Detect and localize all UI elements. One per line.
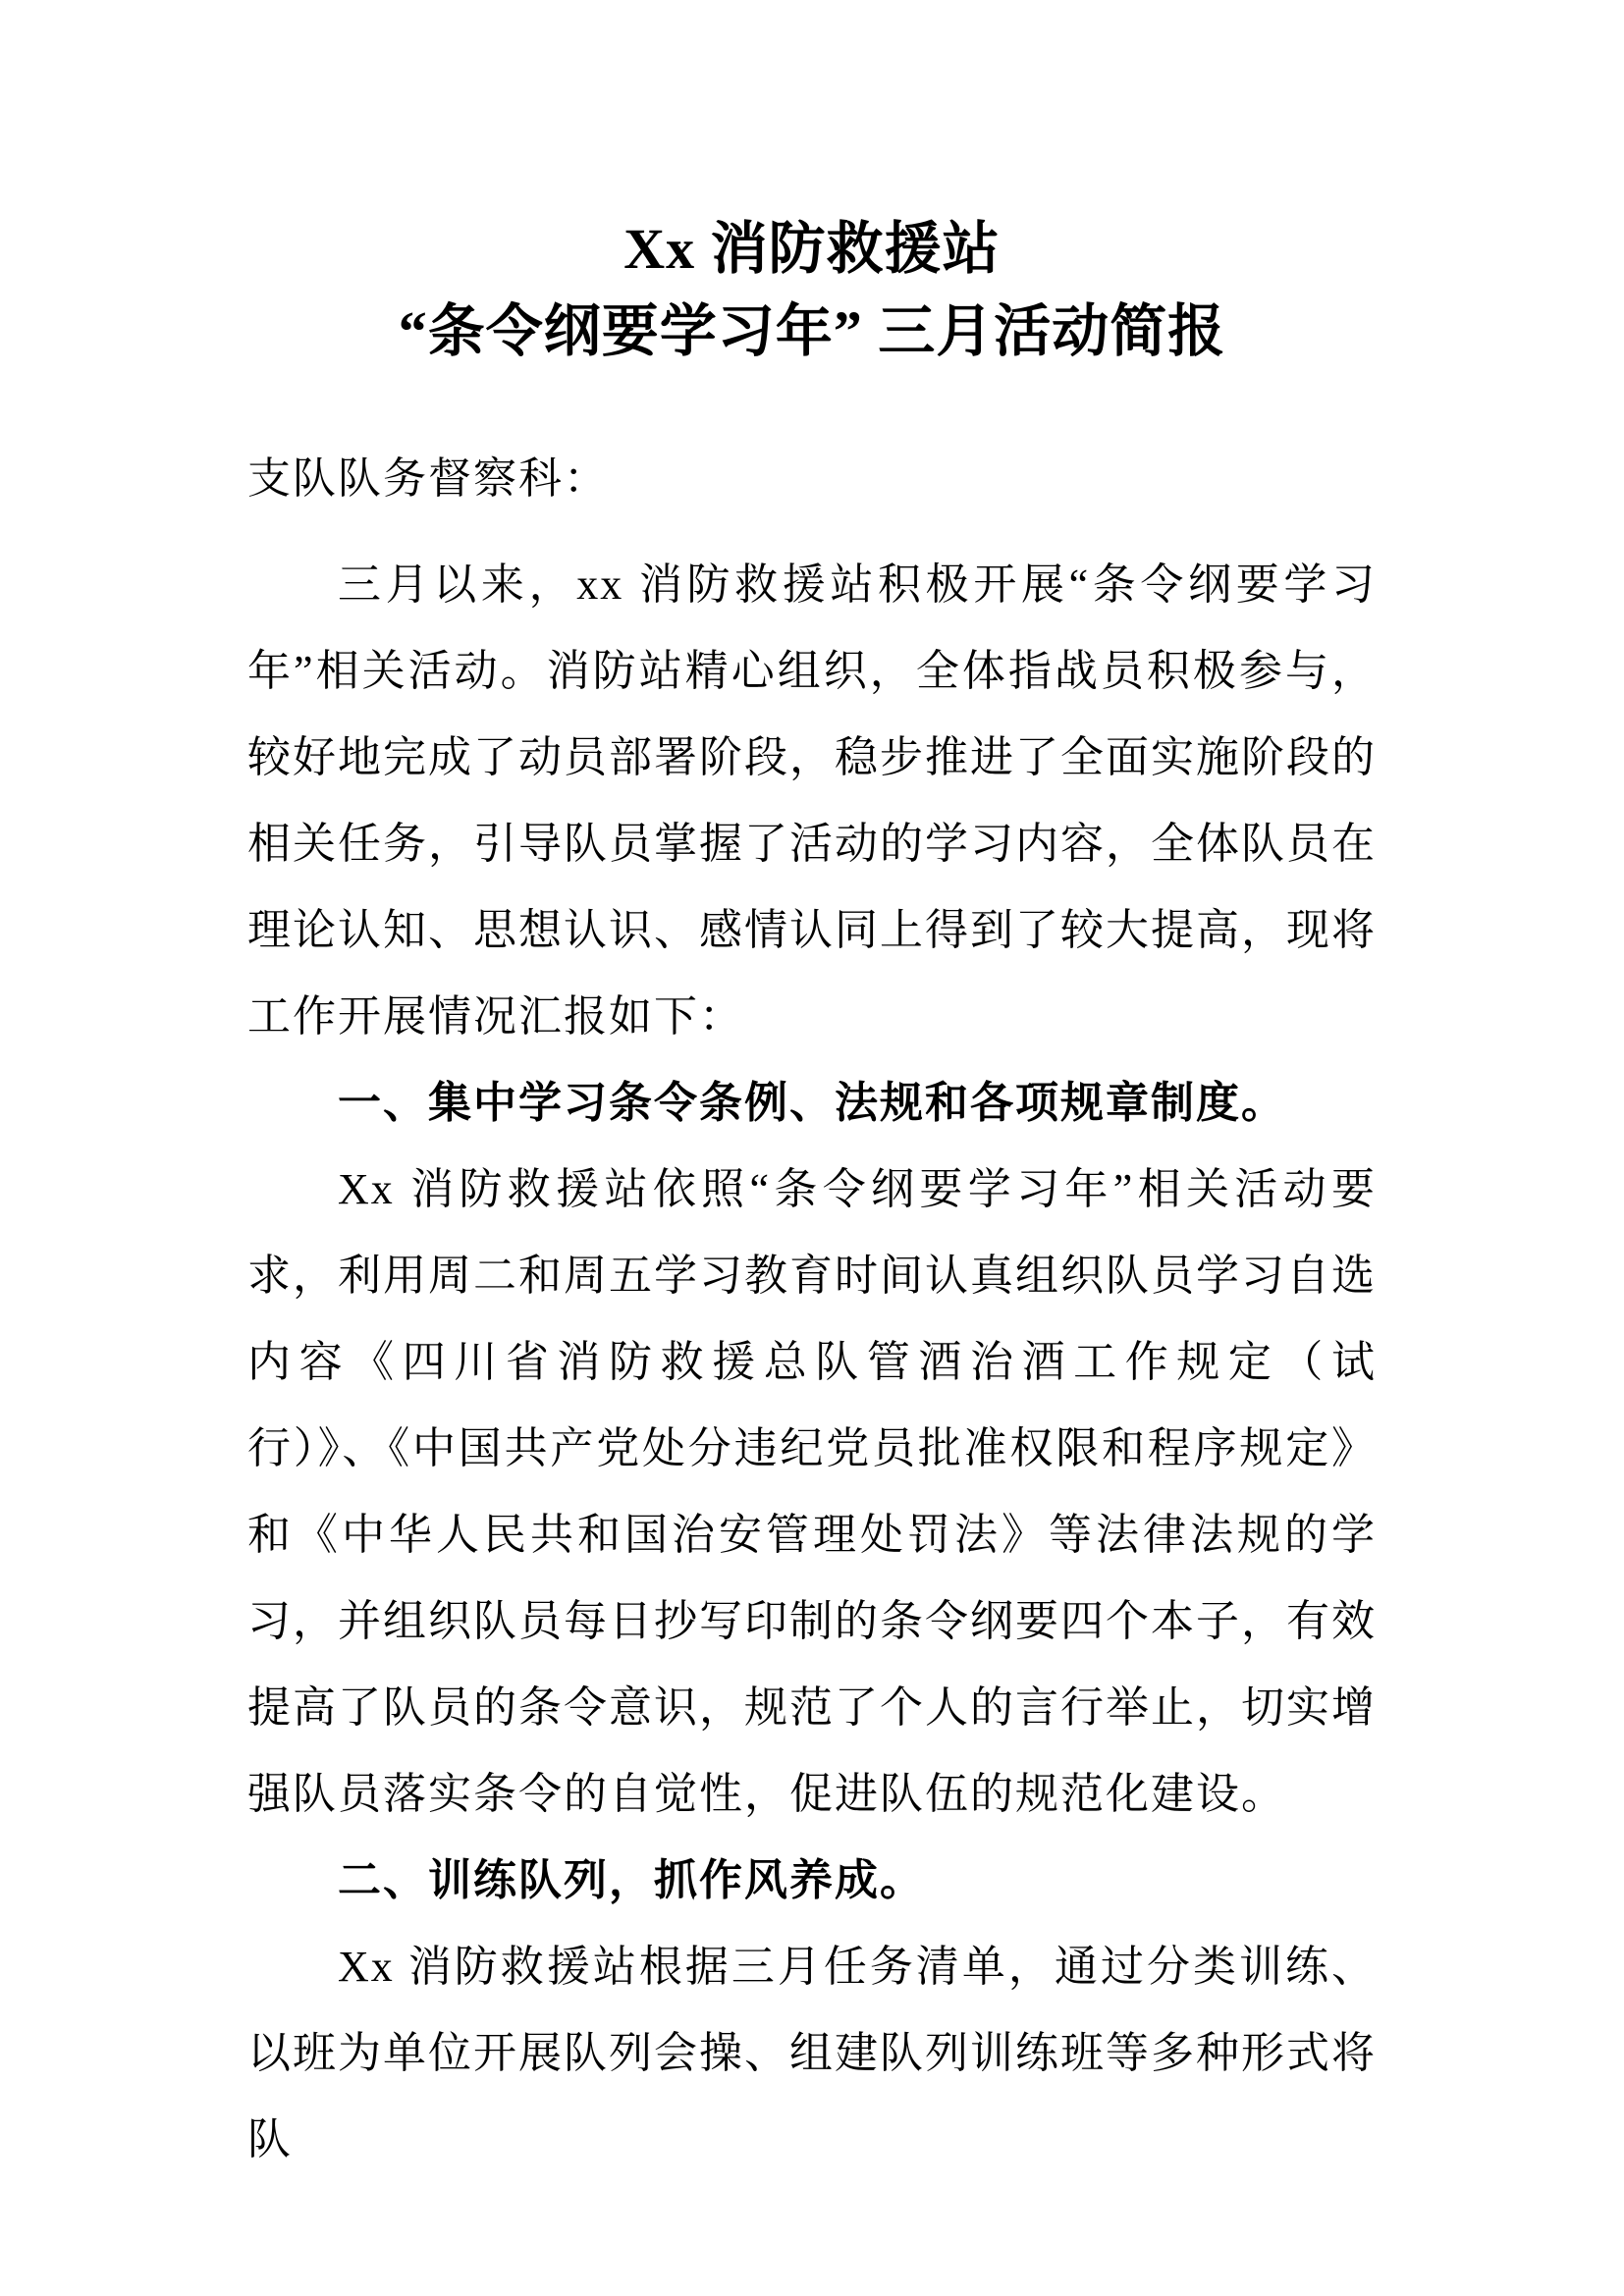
paragraph-intro: 三月以来，xx 消防救援站积极开展“条令纲要学习年”相关活动。消防站精心组织，全体指战员积极参与，较好地完成了动员部署阶段，稳步推进了全面实施阶段的相关任务，引导队员掌握了活动的学习内容，全体队员在理论认知、思想认识、感情认同上得到了较大提高，现将工作开展情况汇报如下：: [247, 561, 1377, 1041]
title-line-1: Xx 消防救援站: [623, 217, 1001, 281]
section-heading-2: 二、训练队列，抓作风养成。: [338, 1856, 925, 1904]
paragraph-section-1: Xx 消防救援站依照“条令纲要学习年”相关活动要求，利用周二和周五学习教育时间认真组织队员学习自选内容《四川省消防救援总队管酒治酒工作规定（试行）》、《中国共产党处分违纪党员批准权限和程序规定》和《中华人民共和国治安管理处罚法》等法律法规的学习，并组织队员每日抄写印制的条令纲要四个本子，有效提高了队员的条令意识，规范了个人的言行举止，切实增强队员落实条令的自觉性，促进队伍的规范化建设。: [247, 1165, 1377, 1818]
paragraph-section-2: Xx 消防救援站根据三月任务清单，通过分类训练、以班为单位开展队列会操、组建队列训练班等多种形式将队: [247, 1943, 1377, 2163]
section-heading-1: 一、集中学习条令条例、法规和各项规章制度。: [338, 1079, 1286, 1127]
salutation: 支队队务督察科：: [247, 454, 609, 503]
title-line-2: “条令纲要学习年” 三月活动简报: [398, 299, 1226, 363]
document-title: [247, 208, 1377, 373]
